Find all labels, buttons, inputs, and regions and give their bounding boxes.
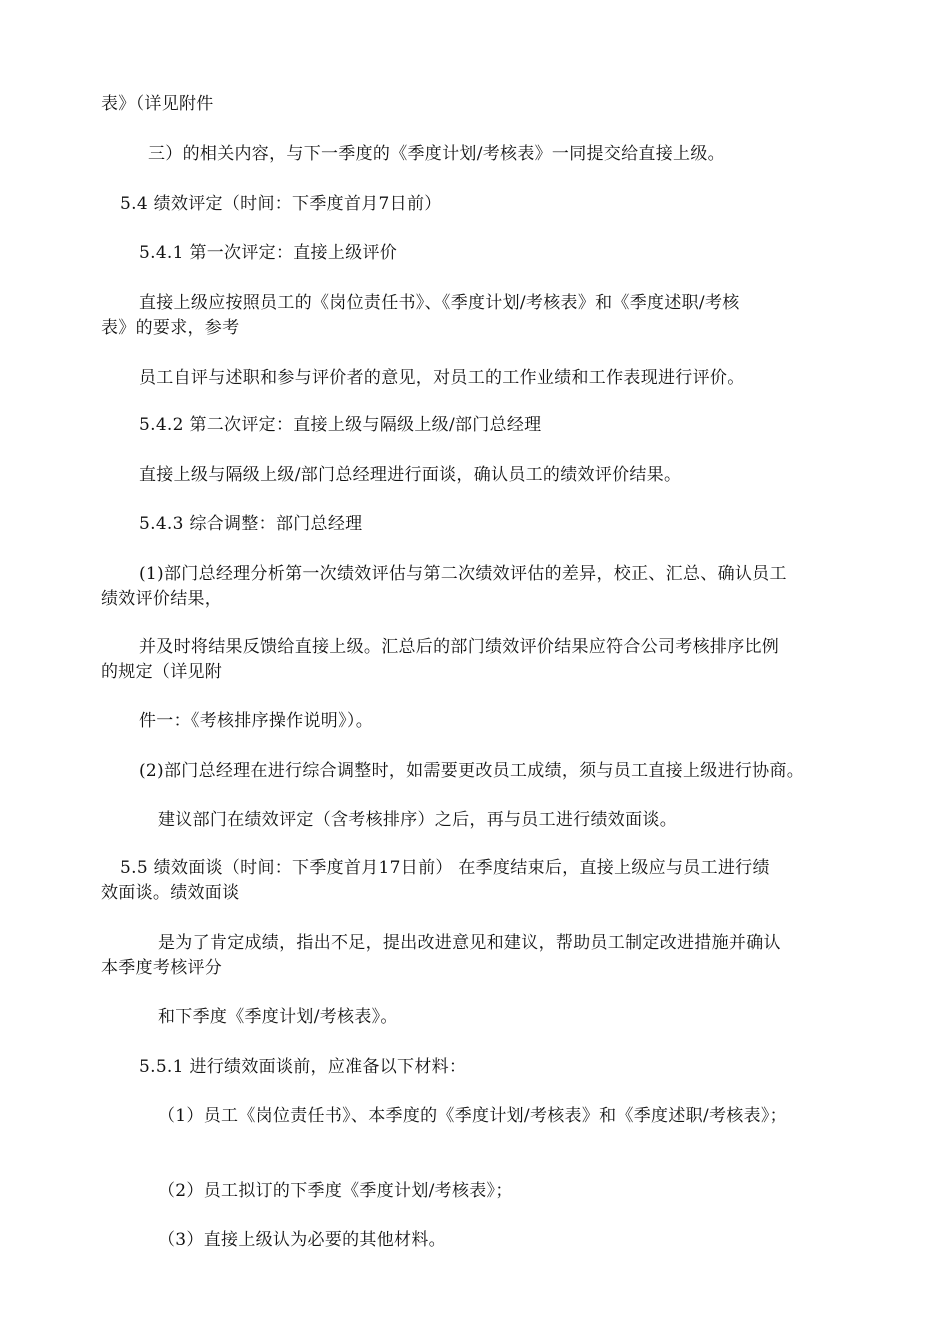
text-line: 直接上级应按照员工的《岗位责任书》、《季度计划/考核表》和《季度述职/考核 — [139, 293, 740, 313]
text-line: 建议部门在绩效评定（含考核排序）之后，再与员工进行绩效面谈。 — [158, 810, 677, 830]
text-line: 三）的相关内容，与下一季度的《季度计划/考核表》一同提交给直接上级。 — [148, 144, 725, 164]
section-heading: 5.4 绩效评定（时间：下季度首月7日前） — [120, 194, 442, 214]
text-line: 和下季度《季度计划/考核表》。 — [158, 1007, 398, 1027]
subsection-heading: 5.5.1 进行绩效面谈前，应准备以下材料： — [139, 1057, 467, 1077]
text-line: 是为了肯定成绩，指出不足，提出改进意见和建议，帮助员工制定改进措施并确认 — [158, 933, 781, 953]
text-line: 件一：《考核排序操作说明》）。 — [139, 711, 373, 731]
text-line: 效面谈。绩效面谈 — [101, 883, 240, 903]
subsection-heading: 5.4.2 第二次评定：直接上级与隔级上级/部门总经理 — [139, 415, 542, 435]
list-item: （2）员工拟订的下季度《季度计划/考核表》； — [158, 1181, 513, 1201]
list-item: （3）直接上级认为必要的其他材料。 — [158, 1230, 446, 1250]
text-line: 的规定（详见附 — [101, 662, 223, 682]
text-line: 直接上级与隔级上级/部门总经理进行面谈，确认员工的绩效评价结果。 — [139, 465, 682, 485]
text-line: 并及时将结果反馈给直接上级。汇总后的部门绩效评价结果应符合公司考核排序比例 — [139, 637, 780, 657]
text-line: 本季度考核评分 — [101, 958, 223, 978]
list-item: （1）员工《岗位责任书》、本季度的《季度计划/考核表》和《季度述职/考核表》； — [158, 1106, 787, 1126]
subsection-heading: 5.4.3 综合调整：部门总经理 — [139, 514, 363, 534]
text-line: (1)部门总经理分析第一次绩效评估与第二次绩效评估的差异，校正、汇总、确认员工 — [139, 564, 787, 584]
text-line: 表》（详见附件 — [101, 94, 214, 114]
text-line: 员工自评与述职和参与评价者的意见，对员工的工作业绩和工作表现进行评价。 — [139, 368, 745, 388]
section-heading: 5.5 绩效面谈（时间：下季度首月17日前） 在季度结束后，直接上级应与员工进行绩 — [120, 858, 770, 878]
text-line: 表》的要求，参考 — [101, 318, 240, 338]
subsection-heading: 5.4.1 第一次评定：直接上级评价 — [139, 243, 398, 263]
text-line: 绩效评价结果， — [101, 589, 223, 609]
text-line: (2)部门总经理在进行综合调整时，如需要更改员工成绩，须与员工直接上级进行协商。 — [139, 761, 805, 781]
